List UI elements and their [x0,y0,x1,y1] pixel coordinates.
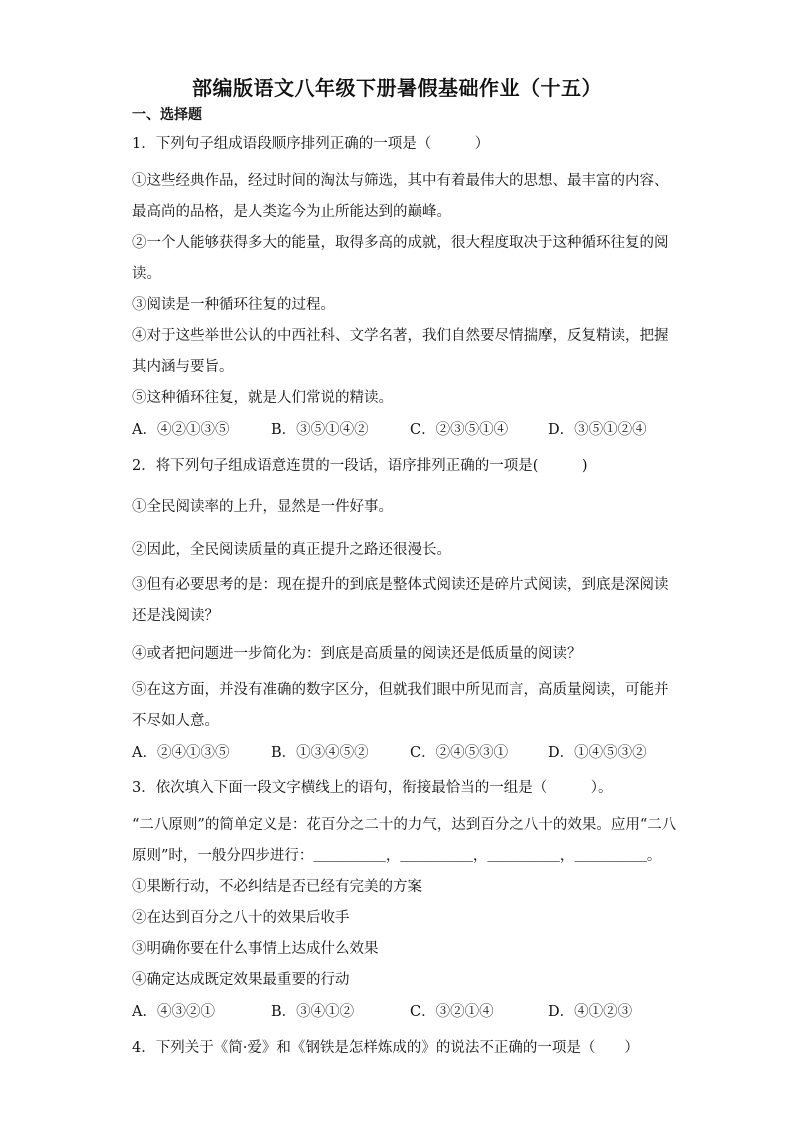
question-2-line: ③但有必要思考的是：现在提升的到底是整体式阅读还是碎片式阅读，到底是深阅读 [132,577,669,593]
question-1-line: 最高尚的品格，是人类迄今为止所能达到的巅峰。 [132,204,451,220]
question-3-line: ②在达到百分之八十的效果后收手 [132,910,350,926]
option-d[interactable]: D．①④⑤③② [548,745,647,761]
question-1-line: ①这些经典作品，经过时间的淘汰与筛选，其中有着最伟大的思想、最丰富的内容、 [132,173,669,189]
question-2-line: ①全民阅读率的上升，显然是一件好事。 [132,499,393,515]
question-4-stem: 4．下列关于《简·爱》和《钢铁是怎样炼成的》的说法不正确的一项是（ ） [132,1040,639,1056]
option-d[interactable]: D．④①②③ [548,1004,633,1020]
question-3-line: ④确定达成既定效果最重要的行动 [132,972,350,988]
option-a[interactable]: A．②④①③⑤ [132,745,230,761]
document-title: 部编版语文八年级下册暑假基础作业（十五） [192,76,602,100]
question-1-line: ⑤这种循环往复，就是人们常说的精读。 [132,390,393,406]
option-b[interactable]: B．①③④⑤② [271,745,369,761]
question-2-line: ②因此，全民阅读质量的真正提升之路还很漫长。 [132,542,451,558]
question-2-line: 不尽如人意。 [132,713,219,729]
question-2-line: ⑤在这方面，并没有准确的数字区分，但就我们眼中所见而言，高质量阅读，可能并 [132,682,669,698]
option-a[interactable]: A．④③②① [132,1004,215,1020]
option-b[interactable]: B．③④①② [271,1004,355,1020]
question-1-line: ④对于这些举世公认的中西社科、文学名著，我们自然要尽情揣摩，反复精读，把握 [132,328,669,344]
question-1-stem: 1．下列句子组成语段顺序排列正确的一项是（ ） [132,136,490,152]
option-b[interactable]: B．③⑤①④② [271,422,369,438]
question-1-line: ②一个人能够获得多大的能量，取得多高的成就，很大程度取决于这种循环往复的阅 [132,235,669,251]
option-c[interactable]: C．②③⑤①④ [410,422,509,438]
question-3-line: ③明确你要在什么事情上达成什么效果 [132,941,379,957]
question-2-stem: 2．将下列句子组成语意连贯的一段话，语序排列正确的一项是( ) [132,458,588,474]
question-3-line: “二八原则”的简单定义是：花百分之二十的力气，达到百分之八十的效果。应用“二八 [132,817,677,833]
question-2-line: ④或者把问题进一步简化为：到底是高质量的阅读还是低质量的阅读？ [132,646,582,662]
option-c[interactable]: C．②④⑤③① [410,745,509,761]
question-1-line: 其内涵与要旨。 [132,359,234,375]
question-3-line: ①果断行动，不必纠结是否已经有完美的方案 [132,879,422,895]
section-heading: 一、选择题 [132,107,202,123]
option-a[interactable]: A．④②①③⑤ [132,422,230,438]
question-3-line: 原则”时，一般分四步进行：＿＿＿＿＿，＿＿＿＿＿，＿＿＿＿＿，＿＿＿＿＿。 [132,848,662,864]
question-2-line: 还是浅阅读？ [132,608,219,624]
question-1-line: 读。 [132,266,161,282]
option-d[interactable]: D．③⑤①②④ [548,422,647,438]
option-c[interactable]: C．③②①④ [410,1004,494,1020]
question-1-line: ③阅读是一种循环往复的过程。 [132,297,335,313]
question-3-stem: 3．依次填入下面一段文字横线上的语句，衔接最恰当的一组是（ ）。 [132,780,613,796]
